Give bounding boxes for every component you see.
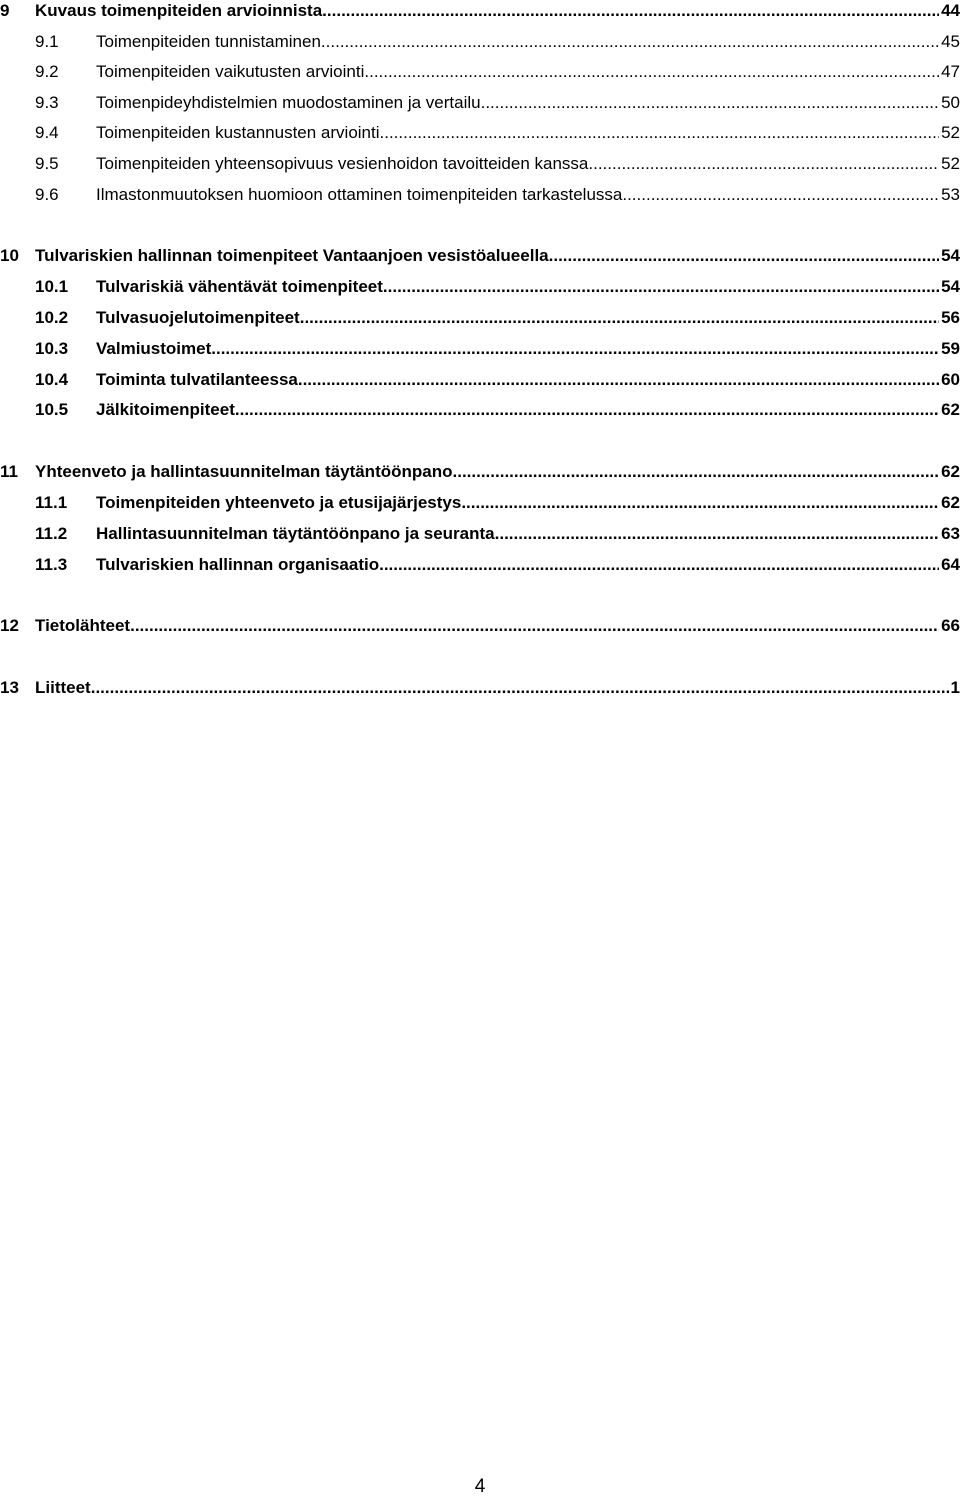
toc-page-number: 50 bbox=[941, 93, 960, 112]
toc-page-number: 60 bbox=[941, 370, 960, 389]
toc-title: Kuvaus toimenpiteiden arvioinnista bbox=[35, 1, 323, 20]
toc-number: 9.6 bbox=[35, 185, 59, 204]
toc-title: Ilmastonmuutoksen huomioon ottaminen toimenpiteiden tarkastelussa bbox=[96, 185, 623, 204]
toc-entry-9-5[interactable] bbox=[0, 153, 960, 175]
toc-leader-dots bbox=[622, 184, 939, 206]
toc-number: 10 bbox=[0, 246, 19, 265]
toc-leader-dots bbox=[235, 399, 939, 421]
toc-entry-11-2[interactable] bbox=[0, 523, 960, 545]
toc-page-number: 54 bbox=[941, 246, 960, 265]
toc-page-number: 62 bbox=[941, 400, 960, 419]
toc-number: 9.5 bbox=[35, 154, 59, 173]
toc-title: Tulvariskien hallinnan organisaatio bbox=[96, 555, 380, 574]
toc-entry-10-3[interactable] bbox=[0, 338, 960, 360]
toc-entry-10-1[interactable] bbox=[0, 276, 960, 298]
toc-title: Tulvariskien hallinnan toimenpiteet Vantaanjoen vesistöalueella bbox=[35, 246, 549, 265]
toc-number: 9.2 bbox=[35, 62, 59, 81]
toc-leader-dots bbox=[495, 523, 939, 545]
toc-number: 9.4 bbox=[35, 123, 59, 142]
toc-entry-9-1[interactable] bbox=[0, 31, 960, 53]
toc-number: 10.3 bbox=[35, 339, 69, 358]
toc-title: Toimenpiteiden tunnistaminen bbox=[96, 32, 321, 51]
toc-number: 10.1 bbox=[35, 277, 69, 296]
toc-page-number: 53 bbox=[941, 185, 960, 204]
toc-entry-10-2[interactable] bbox=[0, 307, 960, 329]
toc-page-number: 52 bbox=[941, 154, 960, 173]
toc-number: 10.5 bbox=[35, 400, 69, 419]
toc-title: Valmiustoimet bbox=[96, 339, 212, 358]
toc-title: Hallintasuunnitelman täytäntöönpano ja seuranta bbox=[96, 524, 495, 543]
toc-entry-9-2[interactable] bbox=[0, 61, 960, 83]
toc-title: Jälkitoimenpiteet bbox=[96, 400, 235, 419]
toc-number: 12 bbox=[0, 616, 19, 635]
toc-page-number: 56 bbox=[941, 308, 960, 327]
toc-title: Tietolähteet bbox=[35, 616, 131, 635]
toc-title: Yhteenveto ja hallintasuunnitelman täytäntöönpano bbox=[35, 462, 453, 481]
toc-page-number: 47 bbox=[941, 62, 960, 81]
toc-number: 11.1 bbox=[35, 493, 68, 512]
toc-entry-10-5[interactable] bbox=[0, 399, 960, 421]
toc-number: 10.4 bbox=[35, 370, 69, 389]
toc-leader-dots bbox=[298, 369, 939, 391]
toc-page-number: 45 bbox=[941, 32, 960, 51]
toc-entry-9-4[interactable] bbox=[0, 122, 960, 144]
toc-page-number: 62 bbox=[941, 462, 960, 481]
toc-page-number: 64 bbox=[941, 555, 960, 574]
toc-title: Toimenpiteiden yhteensopivuus vesienhoidon tavoitteiden kanssa bbox=[96, 154, 589, 173]
toc-leader-dots bbox=[211, 338, 939, 360]
toc-page-number: 59 bbox=[941, 339, 960, 358]
toc-entry-10-4[interactable] bbox=[0, 369, 960, 391]
toc-title: Toimenpideyhdistelmien muodostaminen ja vertailu bbox=[96, 93, 481, 112]
toc-leader-dots bbox=[364, 61, 939, 83]
toc-number: 11.3 bbox=[35, 555, 68, 574]
toc-page-number: 54 bbox=[941, 277, 960, 296]
toc-page-number: 44 bbox=[941, 1, 960, 20]
toc-page-number: 62 bbox=[941, 493, 960, 512]
toc-leader-dots bbox=[91, 677, 949, 699]
toc-page-number: 1 bbox=[950, 678, 960, 697]
toc-number: 13 bbox=[0, 678, 19, 697]
toc-leader-dots bbox=[461, 492, 939, 514]
toc-title: Toiminta tulvatilanteessa bbox=[96, 370, 298, 389]
toc-leader-dots bbox=[300, 307, 939, 329]
toc-entry-9[interactable] bbox=[0, 0, 960, 22]
toc-leader-dots bbox=[130, 615, 939, 637]
toc-entry-11-1[interactable] bbox=[0, 492, 960, 514]
toc-number: 9.1 bbox=[35, 32, 59, 51]
toc-page-number: 52 bbox=[941, 123, 960, 142]
toc-leader-dots bbox=[383, 276, 939, 298]
toc-entry-10[interactable] bbox=[0, 245, 960, 267]
toc-title: Toimenpiteiden kustannusten arviointi bbox=[96, 123, 380, 142]
toc-entry-9-3[interactable] bbox=[0, 92, 960, 114]
toc-number: 9 bbox=[0, 1, 10, 20]
toc-entry-11-3[interactable] bbox=[0, 554, 960, 576]
page-number: 4 bbox=[474, 1476, 486, 1497]
toc-title: Tulvariskiä vähentävät toimenpiteet bbox=[96, 277, 383, 296]
toc-title: Tulvasuojelutoimenpiteet bbox=[96, 308, 300, 327]
toc-leader-dots bbox=[549, 245, 939, 267]
toc-title: Toimenpiteiden yhteenveto ja etusijajärjestys bbox=[96, 493, 462, 512]
toc-leader-dots bbox=[379, 554, 939, 576]
toc-title: Toimenpiteiden vaikutusten arviointi bbox=[96, 62, 365, 81]
toc-title: Liitteet bbox=[35, 678, 91, 697]
toc-leader-dots bbox=[453, 461, 940, 483]
toc-page-number: 63 bbox=[941, 524, 960, 543]
toc-number: 10.2 bbox=[35, 308, 69, 327]
toc-leader-dots bbox=[380, 122, 940, 144]
toc-leader-dots bbox=[481, 92, 939, 114]
toc-number: 11 bbox=[0, 462, 18, 481]
toc-leader-dots bbox=[588, 153, 939, 175]
toc-number: 11.2 bbox=[35, 524, 68, 543]
toc-page-number: 66 bbox=[941, 616, 960, 635]
toc-leader-dots bbox=[322, 0, 939, 22]
toc-entry-11[interactable] bbox=[0, 461, 960, 483]
toc-entry-13[interactable] bbox=[0, 677, 960, 699]
toc-entry-9-6[interactable] bbox=[0, 184, 960, 206]
toc-entry-12[interactable] bbox=[0, 615, 960, 637]
toc-number: 9.3 bbox=[35, 93, 59, 112]
toc-leader-dots bbox=[321, 31, 939, 53]
